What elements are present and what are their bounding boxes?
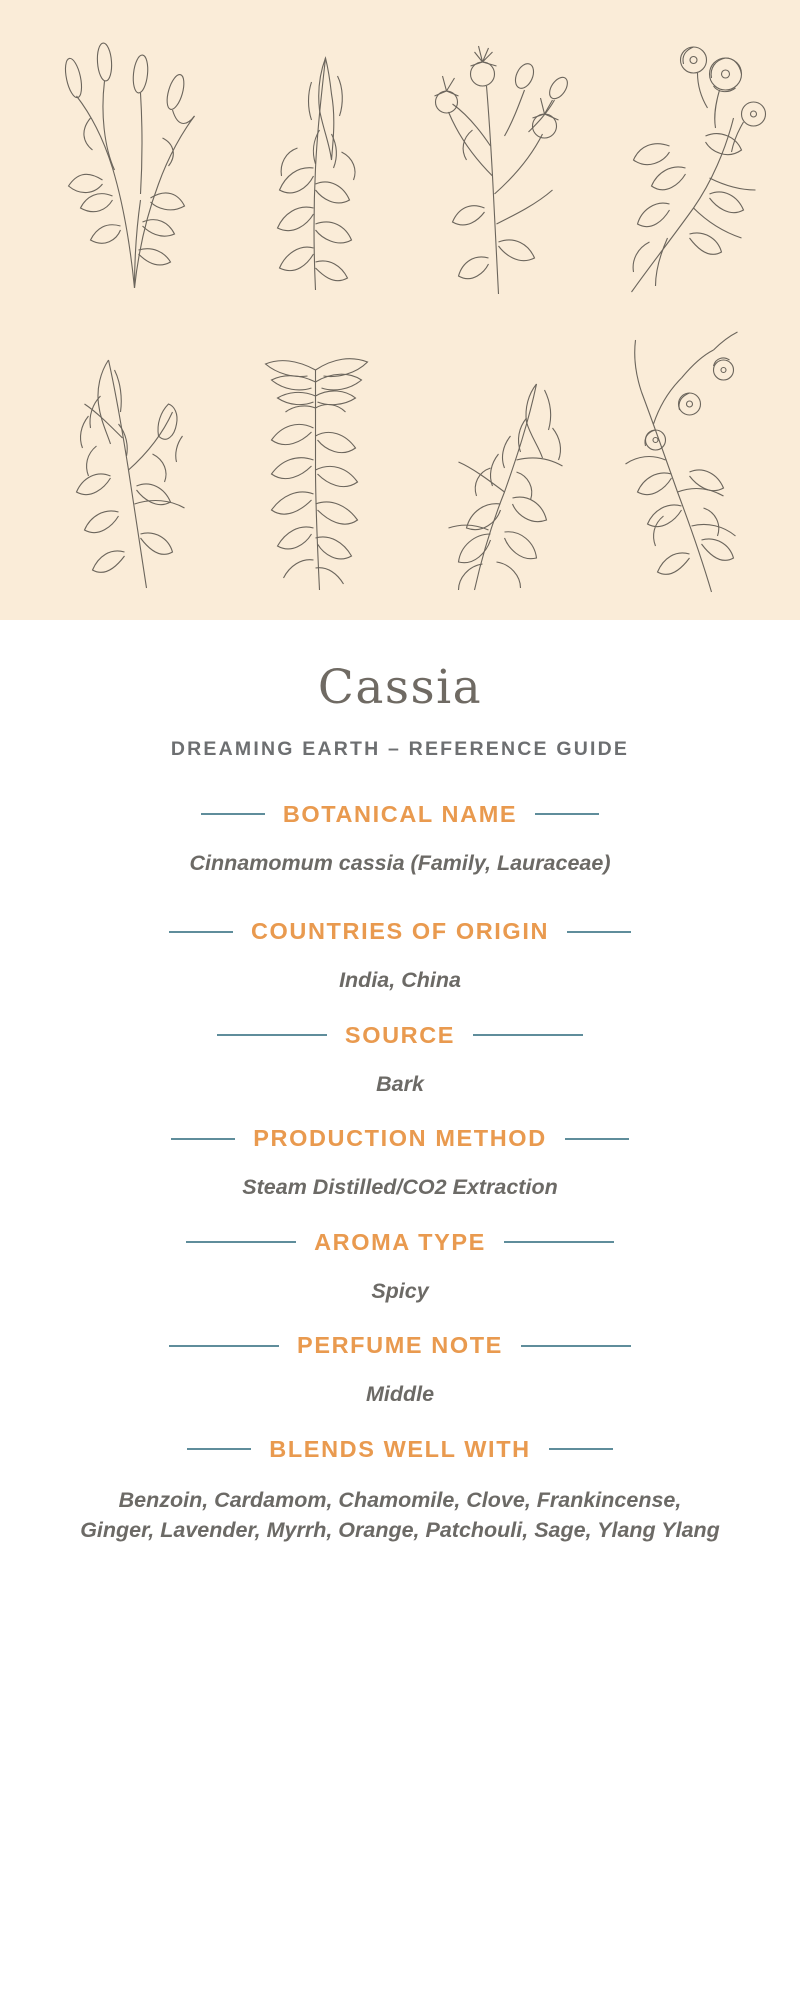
field-countries-of-origin — [40, 918, 760, 996]
field-aroma-type — [40, 1229, 760, 1307]
field-label: BOTANICAL NAME — [282, 800, 518, 827]
field-label: COUNTRIES OF ORIGIN — [250, 918, 550, 945]
field-heading-row — [40, 1229, 760, 1256]
divider-right — [535, 813, 599, 815]
divider-right — [521, 1345, 631, 1347]
field-heading-row — [40, 1022, 760, 1049]
field-value: Benzoin, Cardamom, Chamomile, Clove, Frankincense, Ginger, Lavender, Myrrh, Orange, Patchouli, Sage, Ylang Ylang — [80, 1487, 720, 1543]
field-label: SOURCE — [344, 1021, 456, 1048]
field-value: Spicy — [371, 1278, 429, 1303]
divider-left — [169, 1345, 279, 1347]
field-heading-row — [40, 1125, 760, 1152]
page-title: Cassia — [317, 660, 483, 715]
field-heading-row — [40, 1332, 760, 1359]
divider-left — [169, 931, 233, 933]
botanical-sage-spike-icon — [410, 308, 595, 598]
botanical-hyssop-stem-icon — [40, 308, 225, 598]
divider-right — [565, 1138, 629, 1140]
field-label: AROMA TYPE — [314, 1228, 486, 1255]
divider-left — [171, 1138, 235, 1140]
botanical-geranium-vine-icon — [595, 308, 780, 598]
field-blends-well-with — [40, 1436, 760, 1546]
field-value: Bark — [376, 1071, 424, 1096]
botanical-mallow-blossom-icon — [595, 18, 780, 308]
field-heading-row — [40, 1436, 760, 1463]
field-label: BLENDS WELL WITH — [269, 1435, 531, 1462]
field-label: PERFUME NOTE — [297, 1332, 503, 1359]
field-value: India, China — [339, 968, 461, 993]
divider-left — [217, 1034, 327, 1036]
field-heading-row — [40, 801, 760, 828]
hero-illustration-band — [0, 0, 800, 620]
field-value: Middle — [365, 1382, 435, 1407]
hero-inner — [0, 0, 800, 620]
field-botanical-name — [40, 801, 760, 879]
page-subtitle: DREAMING EARTH – REFERENCE GUIDE — [170, 737, 630, 760]
divider-left — [186, 1241, 296, 1243]
botanical-burnet-sprig-icon — [40, 18, 225, 308]
divider-right — [504, 1241, 614, 1243]
divider-left — [187, 1448, 251, 1450]
botanical-yarrow-frond-icon — [225, 308, 410, 598]
divider-right — [567, 931, 631, 933]
botanical-cornflower-sprig-icon — [410, 18, 595, 308]
field-perfume-note — [40, 1332, 760, 1410]
reference-content — [0, 620, 800, 2000]
divider-left — [201, 813, 265, 815]
field-label: PRODUCTION METHOD — [253, 1125, 547, 1152]
botanical-lavender-spike-icon — [225, 18, 410, 308]
field-production-method — [40, 1125, 760, 1203]
field-value: Cinnamomum cassia (Family, Lauraceae) — [189, 850, 611, 875]
divider-right — [473, 1034, 583, 1036]
botanical-illustration-grid — [40, 18, 780, 598]
divider-right — [549, 1448, 613, 1450]
field-heading-row — [40, 918, 760, 945]
field-source — [40, 1022, 760, 1100]
field-value: Steam Distilled/CO2 Extraction — [242, 1175, 558, 1200]
